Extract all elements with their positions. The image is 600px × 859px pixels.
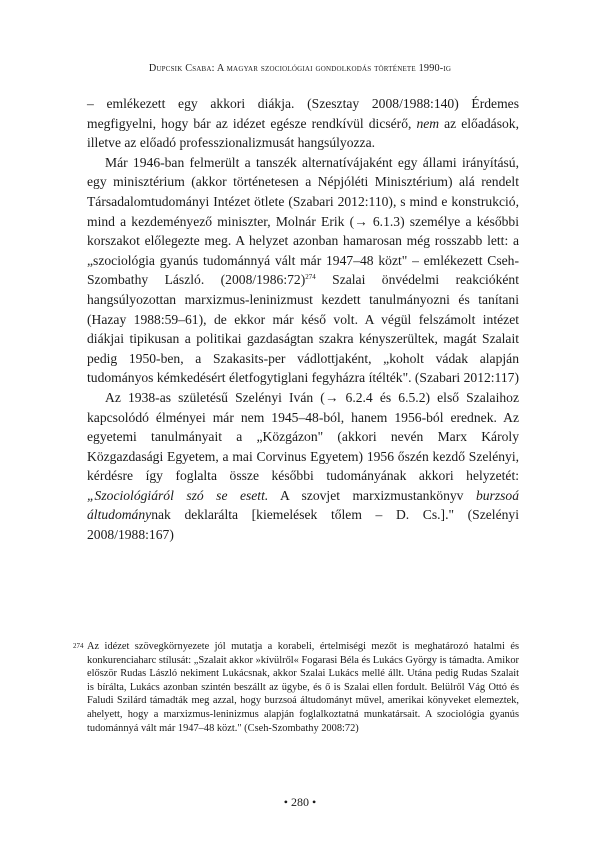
footnote-reference[interactable]: 274 [305,273,316,282]
paragraph-2: Már 1946-ban felmerült a tanszék alternatívájaként egy állami irányítású, egy minisztérium (akkor történetesen a Népjóléti Minisztérium) alá rendelt Társadalomtudományi Intézet ötlete (Szabari 2012:110), s mind e konstrukció, mind a kezdeményező miniszter, Molnár Erik (→ 6.1.3) személye a későbbi korszakot előlegezte meg. A helyzet azonban hamarosan még rosszabb lett: a „szociológia gyanús tudománnyá vált már 1947–48 közt" – emlékezett Cseh-Szombathy László. (2008/1986:72)$^{274}$ Szalai önvédelmi reakcióként hangsúlyozottan marxizmus-leninizmust kezdett tanulmányozni és tanítani (Hazay 1988:59–61), de ekkor már késő volt. A végül felszámolt intézet diákjai tipikusan a politikai gazdaságtan szakra kényszerültek, magát Szalait pedig 1950-ben, a Szakasits-per vádlottjaként, „koholt vádak alapján tudományos kémkedésért életfogytiglani fegyházra ítélték". (Szabari 2012:117) [87,154,520,386]
footnote-text: Az idézet szövegkörnyezete jól mutatja a korabeli, értelmiségi mezőt is meghatározó hatalmi és konkurenciaharc stílusát: „Szalait akkor »kívülről« Fogarasi Béla és Lukács György is támadta. Amikor először Rudas László nekiment Lukácsnak, akkor Szalai Lukács mellé állt. Utána pedig Rudas Szalait is bírálta, Lukács azonban szintén beszállt az ügybe, és ő is Szalai ellen fordult. Belülről Vág Ottó és Faludi Szilárd támadták meg azzal, hogy burzsoá áltudományt művel, amerikai könyveket elemeztek, ahelyett, hogy a marxizmus-leninizmus alapján foglalkoztatná munkatársait. A szociológia gyanús tudománnyá vált már 1947–48 közt." (Cseh-Szombathy 2008:72) [87,641,519,734]
footnote-number: 274 [73,642,84,650]
emphasis-term: burzsoá áltudomány [87,487,519,523]
footnote [73,640,519,735]
paragraph-1: – emlékezett egy akkori diákja. (Szesztay 2008/1988:140) Érdemes megfigyelni, hogy bár az idézet egésze rendkívül dicsérő, nem az előadások, illetve az előadó professzionalizmusát hangsúlyozza. [87,96,519,151]
page-number: • 280 • [283,795,317,809]
emphasis-quote: „Szociológiáról szó se esett. [87,487,269,503]
emphasis: nem [416,115,440,131]
main-text [87,94,519,545]
paragraph-3: Az 1938-as születésű Szelényi Iván (→ 6.2.4 és 6.5.2) első Szalaihoz kapcsolódó élményei már nem 1945–48-ból, hanem 1956-ból erednek. Az egyetemi tanulmányait a „Közgázon" (akkori nevén Marx Károly Közgazdasági Egyetem, a mai Corvinus Egyetem) 1956 őszén kezdő Szelényi, kérdésre így foglalta össze későbbi tudományának akkori helyzetét: „Szociológiáról szó se esett. A szovjet marxizmustankönyv burzsoá áltudománynak deklarálta [kiemelések tőlem – D. Cs.]." (Szelényi 2008/1988:167) [87,389,519,543]
running-header: Dupcsik Csaba: A magyar szociológiai gondolkodás története 1990-ig [148,63,452,74]
